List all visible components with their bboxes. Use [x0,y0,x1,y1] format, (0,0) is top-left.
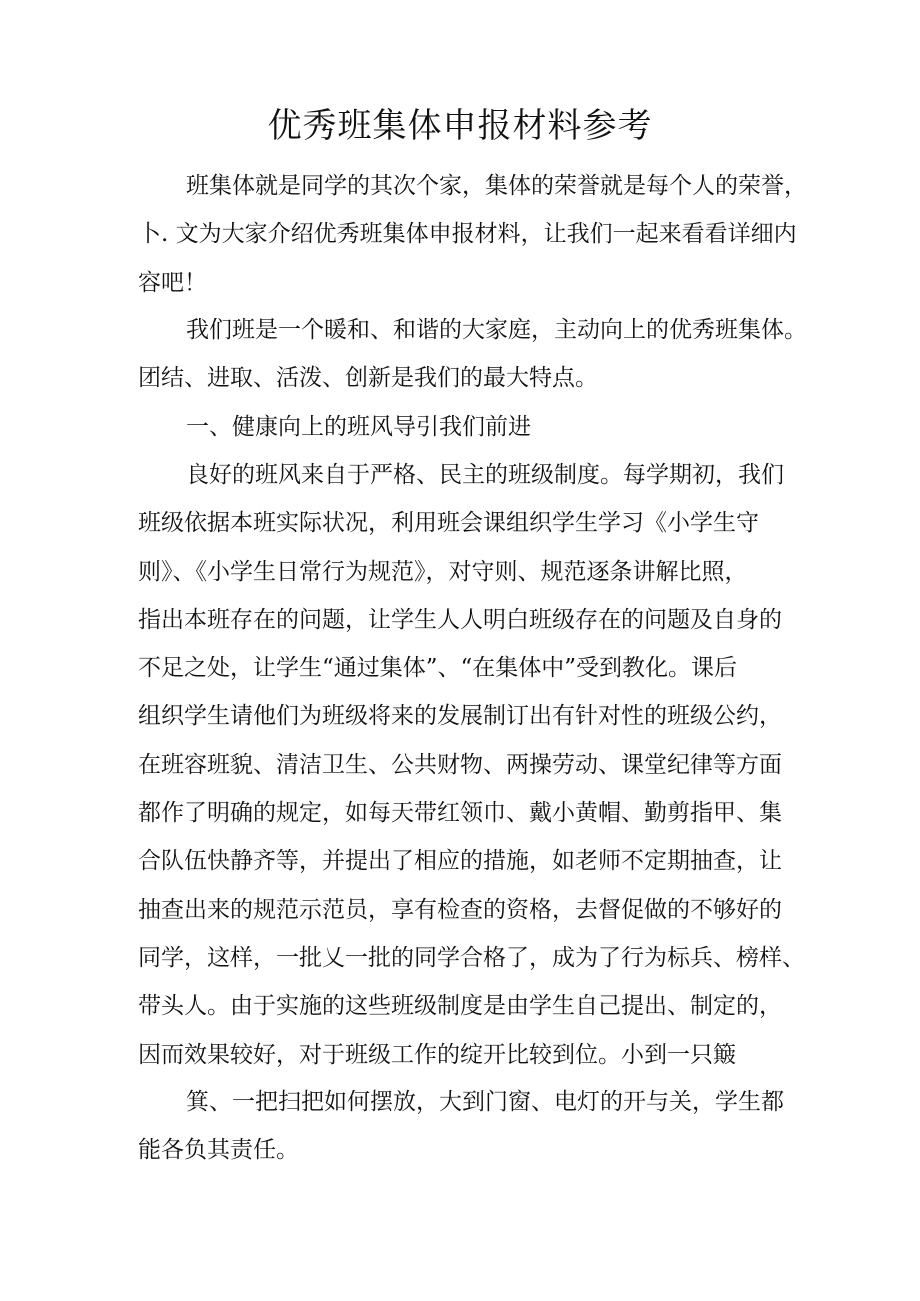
document-title: 优秀班集体申报材料参考 [267,106,653,146]
text-line: 箕、一把扫把如何摆放，大到门窗、电灯的开与关，学生都 [186,1089,784,1115]
text-line: 合队伍快静齐等，并提出了相应的措施，如老师不定期抽查，让 [138,848,782,875]
text-line: 则》、《小学生日常行为规范》，对守则、规范逐条讲解比照， [138,558,748,585]
text-line: 组织学生请他们为班级将来的发展制订出有针对性的班级公约， [138,703,782,730]
text-line: 容吧！ [138,269,207,296]
text-line: 指出本班存在的问题，让学生人人明白班级存在的问题及自身的 [138,606,782,633]
paragraph-class-rules [138,451,805,1079]
text-line: 班集体就是同学的其次个家，集体的荣誉就是每个人的荣誉， [186,173,807,199]
text-line: 班级依据本班实际状况，利用班会课组织学生学习《小学生守 [138,510,759,537]
text-line: 都作了明确的规定，如每天带红领巾、戴小黄帽、勤剪指甲、集 [138,800,782,827]
section-heading [138,403,798,451]
text-line: 团结、进取、活泼、创新是我们的最大特点。 [138,365,598,392]
text-line: 卜. 文为大家介绍优秀班集体申报材料，让我们一起来看看详细内 [138,221,797,248]
text-line: 因而效果较好，对于班级工作的绽开比较到位。小到一只簸 [138,1041,736,1068]
text-line: 能各负其责任。 [138,1137,299,1164]
text-line: 良好的班风来自于严格、民主的班级制度。每学期初，我们 [186,462,784,488]
text-line: 抽查出来的规范示范员，享有检查的资格，去督促做的不够好的 [138,896,782,923]
paragraph-responsibility [138,1078,798,1175]
text-line: 带头人。由于实施的这些班级制度是由学生自己提出、制定的， [138,993,782,1020]
text-line: 我们班是一个暖和、和谐的大家庭，主动向上的优秀班集体。 [186,317,807,343]
paragraph-class-description [138,306,807,403]
paragraph-intro [138,162,807,307]
text-line: 同学，这样，一批乂一批的同学合格了，成为了行为标兵、榜样、 [138,944,805,971]
section-heading-text: 一、健康向上的班风导引我们前进 [186,414,531,440]
text-line: 在班容班貌、清洁卫生、公共财物、两操劳动、课堂纪律等方面 [138,751,782,778]
text-line: 不足之处，让学生“通过集体”、“在集体中”受到教化。课后 [138,655,738,682]
